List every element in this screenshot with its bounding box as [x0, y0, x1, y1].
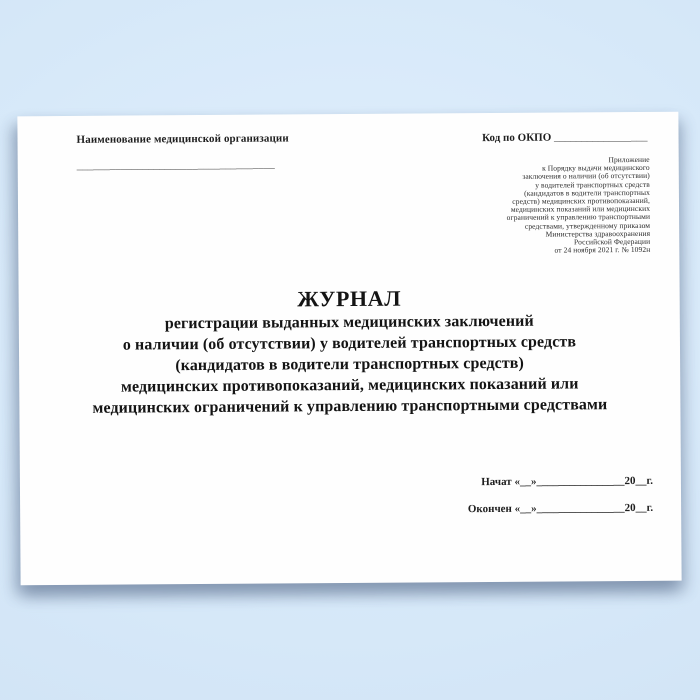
appendix-line: Приложение	[608, 154, 650, 165]
date-finished-line: Окончен «__»________________20__г.	[467, 501, 654, 516]
journal-subtitle-line: медицинских ограничений к управлению транспортными средствами	[92, 396, 608, 417]
org-name-blank-line: ____________________________________	[76, 158, 275, 172]
appendix-line: ограничений к управлению транспортными	[506, 212, 651, 223]
appendix-line: средствами, утвержденному приказом	[524, 220, 651, 231]
journal-title: ЖУРНАЛ	[297, 285, 402, 312]
journal-subtitle-line: регистрации выданных медицинских заключений	[164, 312, 534, 333]
okpo-field	[482, 131, 648, 144]
date-started-line: Начат «__»________________20__г.	[481, 474, 653, 489]
appendix-note	[506, 156, 650, 255]
appendix-line: Российской Федерации	[573, 236, 651, 247]
appendix-line: медицинских показаний или медицинских	[510, 204, 651, 215]
appendix-line: у водителей транспортных средств	[535, 179, 650, 190]
journal-cover-page	[17, 112, 681, 586]
journal-subtitle-line: медицинских противопоказаний, медицинских показаний или	[120, 375, 579, 396]
appendix-line: средств) медицинских противопоказаний,	[512, 195, 651, 206]
appendix-line: от 24 ноября 2021 г. № 1092н	[554, 245, 651, 255]
appendix-line: к Порядку выдачи медицинского	[542, 163, 650, 173]
okpo-blank-line: _________________	[551, 130, 648, 144]
appendix-line: заключения о наличии (об отсутствии)	[522, 171, 650, 182]
journal-subtitle-line: о наличии (об отсутствии) у водителей транспортных средств	[122, 333, 577, 354]
appendix-line: (кандидатов в водители транспортных	[524, 187, 650, 198]
journal-subtitle-line: (кандидатов в водители транспортных средств)	[175, 354, 524, 375]
appendix-line: Министерства здравоохранения	[545, 228, 651, 239]
journal-title-block	[19, 283, 681, 420]
okpo-label: Код по ОКПО	[482, 131, 552, 145]
org-name-label: Наименование медицинской организации	[76, 132, 289, 146]
date-fields	[468, 475, 654, 530]
